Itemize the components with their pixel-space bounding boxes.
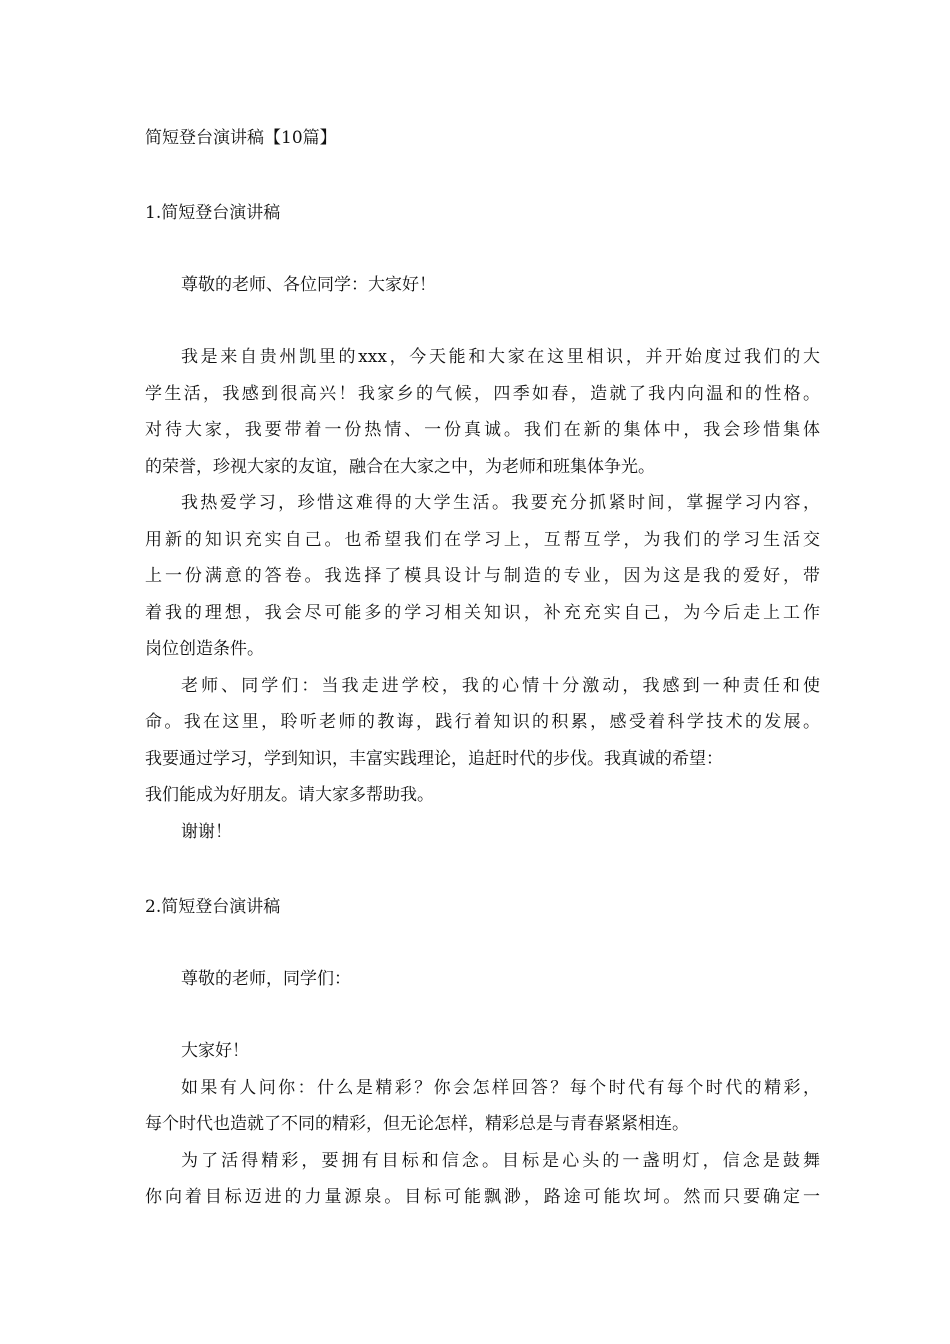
paragraph-line: 用新的知识充实自己。也希望我们在学习上，互帮互学，为我们的学习生活交 <box>145 530 820 550</box>
paragraph-line: 我们能成为好朋友。请大家多帮助我。 <box>145 785 434 805</box>
paragraph-line: 命。我在这里，聆听老师的教诲，践行着知识的积累，感受着科学技术的发展。 <box>145 712 820 732</box>
greeting-2b: 大家好！ <box>181 1041 249 1061</box>
paragraph-line: 学生活，我感到很高兴！我家乡的气候，四季如春，造就了我内向温和的性格。 <box>145 384 820 404</box>
closing-1: 谢谢！ <box>181 822 232 842</box>
paragraph-line: 为了活得精彩，要拥有目标和信念。目标是心头的一盏明灯，信念是鼓舞 <box>181 1151 820 1171</box>
paragraph-line: 着我的理想，我会尽可能多的学习相关知识，补充充实自己，为今后走上工作 <box>145 603 820 623</box>
paragraph-line: 我要通过学习，学到知识，丰富实践理论，追赶时代的步伐。我真诚的希望： <box>145 749 723 769</box>
section-heading-1: 1.简短登台演讲稿 <box>145 203 281 223</box>
paragraph-line: 岗位创造条件。 <box>145 639 264 659</box>
section-heading-2: 2.简短登台演讲稿 <box>145 897 281 917</box>
paragraph-line: 老师、同学们：当我走进学校，我的心情十分激动，我感到一种责任和使 <box>181 676 820 696</box>
paragraph-line: 每个时代也造就了不同的精彩，但无论怎样，精彩总是与青春紧紧相连。 <box>145 1114 689 1134</box>
paragraph-line: 你向着目标迈进的力量源泉。目标可能飘渺，路途可能坎坷。然而只要确定一 <box>145 1187 820 1207</box>
paragraph-line: 如果有人问你：什么是精彩？你会怎样回答？每个时代有每个时代的精彩， <box>181 1078 820 1098</box>
document-title: 简短登台演讲稿【10篇】 <box>145 128 337 148</box>
paragraph-line: 对待大家，我要带着一份热情、一份真诚。我们在新的集体中，我会珍惜集体 <box>145 420 820 440</box>
paragraph-line: 上一份满意的答卷。我选择了模具设计与制造的专业，因为这是我的爱好，带 <box>145 566 820 586</box>
paragraph-line: 我热爱学习，珍惜这难得的大学生活。我要充分抓紧时间，掌握学习内容， <box>181 493 820 513</box>
greeting-2: 尊敬的老师，同学们： <box>181 969 351 989</box>
paragraph-line: 我是来自贵州凯里的xxx，今天能和大家在这里相识，并开始度过我们的大 <box>181 347 820 367</box>
greeting-1: 尊敬的老师、各位同学：大家好！ <box>181 275 436 295</box>
paragraph-line: 的荣誉，珍视大家的友谊，融合在大家之中，为老师和班集体争光。 <box>145 457 655 477</box>
